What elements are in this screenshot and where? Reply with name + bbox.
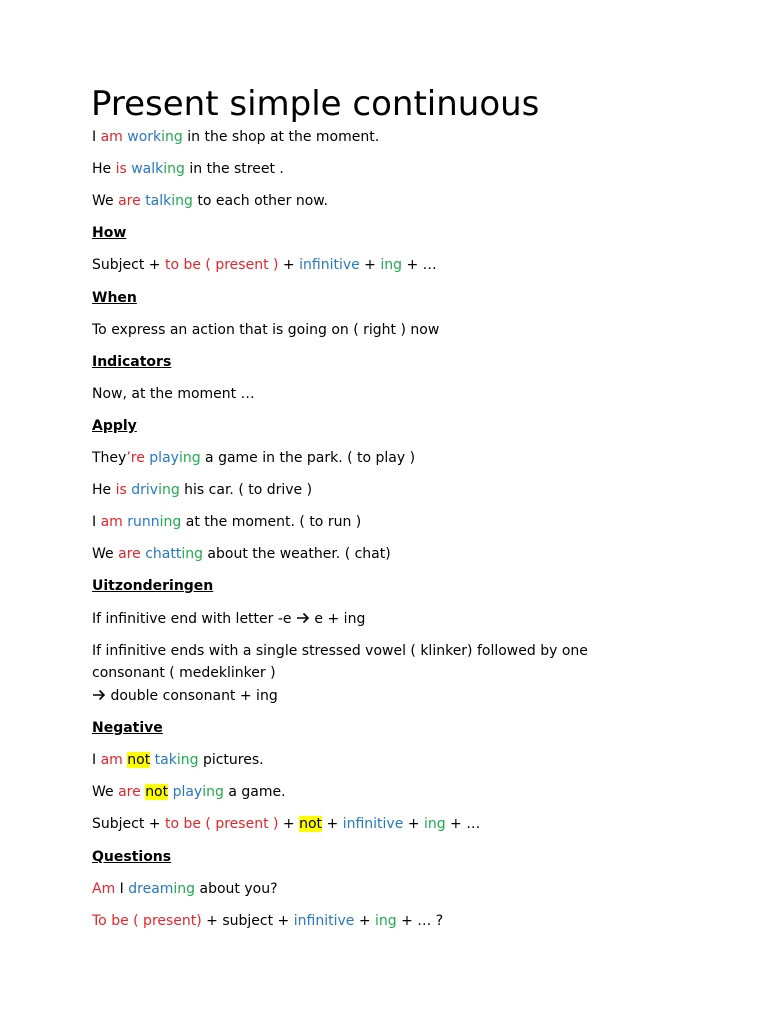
text-line	[92, 254, 437, 276]
colored-word: Am	[92, 881, 116, 897]
colored-word: walk	[131, 161, 164, 177]
text-segment: They	[92, 450, 127, 466]
text-segment: We	[92, 784, 119, 800]
text-line	[92, 685, 278, 707]
highlighted-word: not	[299, 816, 323, 832]
text-segment: +	[322, 816, 343, 832]
text-segment: e + ing	[309, 611, 366, 627]
text-segment: pictures.	[198, 752, 264, 768]
colored-word: am	[100, 752, 123, 768]
text-line	[92, 781, 286, 803]
colored-word: ing	[380, 257, 403, 273]
text-line	[92, 511, 361, 533]
text-segment: I	[92, 752, 101, 768]
text-segment: I	[115, 881, 129, 897]
text-segment: I	[92, 514, 101, 530]
colored-word: tak	[154, 752, 177, 768]
text-line	[92, 910, 443, 932]
colored-word: infinitive	[342, 816, 404, 832]
colored-word: infinitive	[293, 913, 355, 929]
colored-word: is	[115, 482, 127, 498]
text-segment: a game in the park. ( to play )	[200, 450, 416, 466]
section-heading	[92, 351, 171, 373]
highlighted-word: not	[127, 752, 151, 768]
section-heading	[92, 846, 171, 868]
text-segment: at the moment. ( to run )	[181, 514, 362, 530]
colored-word: ’re	[126, 450, 145, 466]
colored-word: ing	[178, 450, 201, 466]
text-line	[92, 447, 415, 469]
text-segment: in the street .	[184, 161, 284, 177]
text-segment: about you?	[195, 881, 278, 897]
text-line	[92, 190, 328, 212]
text-segment: + …	[445, 816, 481, 832]
text-segment: Subject +	[92, 816, 165, 832]
colored-word: ing	[423, 816, 446, 832]
text-line	[92, 479, 312, 501]
heading-text: Uitzonderingen	[92, 578, 214, 594]
colored-word: ing	[202, 784, 224, 800]
text-line	[92, 126, 379, 148]
text-line	[92, 158, 284, 180]
colored-word: ing	[171, 193, 193, 209]
colored-word: driv	[131, 482, 159, 498]
colored-word: ing	[176, 752, 199, 768]
page-title: Present simple continuous	[91, 84, 540, 124]
text-line	[92, 319, 439, 341]
text-segment: Now, at the moment …	[92, 386, 255, 402]
section-heading	[92, 717, 163, 739]
text-line	[92, 878, 278, 900]
text-segment: Subject +	[92, 257, 165, 273]
colored-word: talk	[145, 193, 172, 209]
colored-word: am	[100, 514, 123, 530]
text-segment: about the weather. ( chat)	[202, 546, 391, 562]
colored-word: work	[127, 129, 162, 145]
text-segment: to each other now.	[192, 193, 328, 209]
text-segment: a game.	[223, 784, 286, 800]
text-segment: his car. ( to drive )	[179, 482, 313, 498]
highlighted-word: not	[145, 784, 169, 800]
colored-word: play	[149, 450, 179, 466]
text-line	[92, 608, 365, 630]
text-segment: + … ?	[396, 913, 444, 929]
text-segment: +	[359, 257, 381, 273]
colored-word: runn	[127, 514, 160, 530]
colored-word: ing	[181, 546, 203, 562]
text-segment: We	[92, 193, 119, 209]
text-line	[92, 640, 588, 662]
colored-word: to be ( present )	[164, 257, 279, 273]
text-segment: He	[92, 161, 116, 177]
text-segment: He	[92, 482, 116, 498]
text-segment: + …	[402, 257, 437, 273]
text-segment: If infinitive end with letter -e	[92, 611, 296, 627]
text-line	[92, 749, 264, 771]
colored-word: are	[118, 784, 141, 800]
text-segment: We	[92, 546, 119, 562]
heading-text: Indicators	[92, 354, 172, 370]
colored-word: are	[118, 193, 141, 209]
colored-word: ing	[158, 482, 180, 498]
colored-word: is	[115, 161, 127, 177]
colored-word: are	[118, 546, 141, 562]
colored-word: am	[100, 129, 123, 145]
text-segment: consonant ( medeklinker )	[92, 665, 276, 681]
arrow-right-icon	[296, 611, 310, 625]
text-segment: +	[278, 257, 300, 273]
colored-word: ing	[163, 161, 185, 177]
section-heading	[92, 415, 137, 437]
text-segment: +	[354, 913, 376, 929]
colored-word: To be ( present)	[92, 913, 202, 929]
heading-text: How	[92, 225, 127, 241]
arrow-right-icon	[92, 688, 106, 702]
section-heading	[92, 287, 137, 309]
heading-text: Questions	[92, 849, 172, 865]
text-segment: If infinitive ends with a single stressed vowel ( klinker) followed by one	[92, 643, 588, 659]
colored-word: chatt	[145, 546, 182, 562]
text-segment: in the shop at the moment.	[182, 129, 380, 145]
text-segment: I	[92, 129, 101, 145]
heading-text: Negative	[92, 720, 163, 736]
text-line	[92, 662, 276, 684]
text-segment: +	[278, 816, 300, 832]
text-segment: double consonant + ing	[106, 688, 278, 704]
text-segment: +	[403, 816, 424, 832]
colored-word: ing	[173, 881, 196, 897]
section-heading	[92, 575, 213, 597]
colored-word: to be ( present )	[164, 816, 279, 832]
text-line	[92, 813, 480, 835]
heading-text: When	[92, 290, 137, 306]
colored-word: infinitive	[299, 257, 360, 273]
colored-word: ing	[159, 514, 182, 530]
colored-word: dream	[128, 881, 174, 897]
text-line	[92, 383, 255, 405]
colored-word: ing	[375, 913, 397, 929]
section-heading	[92, 222, 126, 244]
heading-text: Apply	[92, 418, 137, 434]
text-line	[92, 543, 391, 565]
text-segment: To express an action that is going on ( right ) now	[92, 322, 440, 338]
colored-word: play	[172, 784, 203, 800]
text-segment: + subject +	[201, 913, 294, 929]
colored-word: ing	[161, 129, 183, 145]
